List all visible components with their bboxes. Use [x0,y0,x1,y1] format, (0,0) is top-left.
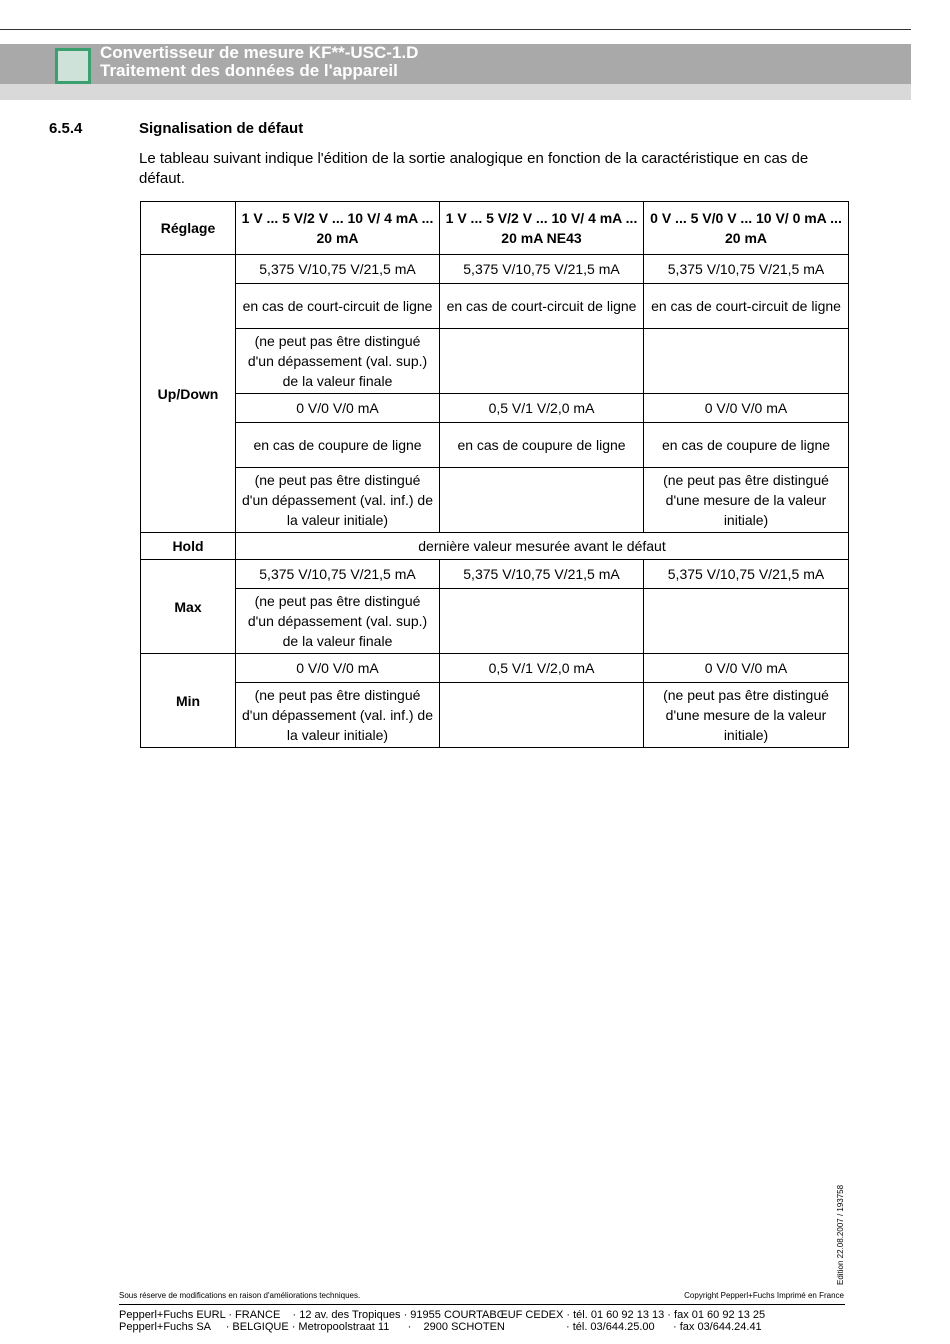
table-cell-hold: dernière valeur mesurée avant le défaut [236,533,849,560]
header-col2: 1 V ... 5 V/2 V ... 10 V/ 4 mA ... 20 mA NE43 [440,202,644,255]
table-cell: en cas de coupure de ligne [644,423,849,468]
header-title-line1: Convertisseur de mesure KF**-USC-1.D [100,43,419,62]
table-cell: en cas de court-circuit de ligne [644,284,849,329]
table-cell: (ne peut pas être distingué d'une mesure de la valeur initiale) [644,468,849,533]
header-reglage: Réglage [141,202,236,255]
table-row [141,683,849,748]
table-cell-empty [440,589,644,654]
header-title [100,44,418,80]
header-col3: 0 V ... 5 V/0 V ... 10 V/ 0 mA ... 20 mA [644,202,849,255]
table-cell: en cas de court-circuit de ligne [236,284,440,329]
table-row [141,560,849,589]
table-cell: 0,5 V/1 V/2,0 mA [440,394,644,423]
footer-disclaimer: Sous réserve de modifications en raison d'améliorations techniques. [119,1291,361,1300]
table-cell-empty [440,329,644,394]
table-row [141,423,849,468]
footer-address-belgique: Pepperl+Fuchs SA · BELGIQUE · Metropoolstraat 11 · 2900 SCHOTEN · tél. 03/644.25.00 · fax 03/644.24.41 [119,1321,762,1333]
table-header-row [141,202,849,255]
footer-rule [119,1304,845,1305]
table-cell: 0 V/0 V/0 mA [236,654,440,683]
table-cell: (ne peut pas être distingué d'un dépassement (val. sup.) de la valeur finale [236,589,440,654]
table-cell-empty [644,329,849,394]
row-label-updown: Up/Down [141,255,236,533]
edition-note: Edition 22.08.2007 / 193758 [836,1184,845,1285]
table-cell: 5,375 V/10,75 V/21,5 mA [644,560,849,589]
table-row [141,255,849,284]
table-cell: 5,375 V/10,75 V/21,5 mA [644,255,849,284]
table-cell-empty [644,589,849,654]
footer-copyright: Copyright Pepperl+Fuchs Imprimé en France [684,1291,844,1300]
fault-signal-table [140,201,849,748]
table-row [141,468,849,533]
table-cell: 0 V/0 V/0 mA [644,654,849,683]
table-cell: 5,375 V/10,75 V/21,5 mA [236,255,440,284]
table-row [141,589,849,654]
row-label-hold: Hold [141,533,236,560]
table-cell: 0 V/0 V/0 mA [236,394,440,423]
table-cell-empty [440,683,644,748]
table-cell: (ne peut pas être distingué d'une mesure de la valeur initiale) [644,683,849,748]
table-cell: en cas de court-circuit de ligne [440,284,644,329]
row-label-min: Min [141,654,236,748]
square-logo-icon [55,48,91,84]
table-cell: (ne peut pas être distingué d'un dépassement (val. inf.) de la valeur initiale) [236,468,440,533]
table-cell: 0 V/0 V/0 mA [644,394,849,423]
table-cell: (ne peut pas être distingué d'un dépassement (val. inf.) de la valeur initiale) [236,683,440,748]
table-cell-empty [440,468,644,533]
section-number: 6.5.4 [49,120,83,137]
header-sub-band [0,84,911,100]
table-cell: en cas de coupure de ligne [440,423,644,468]
table-cell: 0,5 V/1 V/2,0 mA [440,654,644,683]
header-title-line2: Traitement des données de l'appareil [100,61,398,80]
table-row [141,394,849,423]
table-cell: (ne peut pas être distingué d'un dépassement (val. sup.) de la valeur finale [236,329,440,394]
table-cell: 5,375 V/10,75 V/21,5 mA [440,255,644,284]
table-cell: en cas de coupure de ligne [236,423,440,468]
row-label-max: Max [141,560,236,654]
table-row [141,284,849,329]
top-rule [0,29,911,30]
header-col1: 1 V ... 5 V/2 V ... 10 V/ 4 mA ... 20 mA [236,202,440,255]
footer-address-france: Pepperl+Fuchs EURL · FRANCE · 12 av. des Tropiques · 91955 COURTABŒUF CEDEX · tél. 01 60 92 13 13 · fax 01 60 92 13 25 [119,1309,766,1321]
table-row [141,654,849,683]
table-row [141,329,849,394]
table-cell: 5,375 V/10,75 V/21,5 mA [440,560,644,589]
table-cell: 5,375 V/10,75 V/21,5 mA [236,560,440,589]
table-row [141,533,849,560]
section-title: Signalisation de défaut [139,120,304,137]
intro-paragraph: Le tableau suivant indique l'édition de la sortie analogique en fonction de la caractéristique en cas de défaut. [139,150,809,187]
